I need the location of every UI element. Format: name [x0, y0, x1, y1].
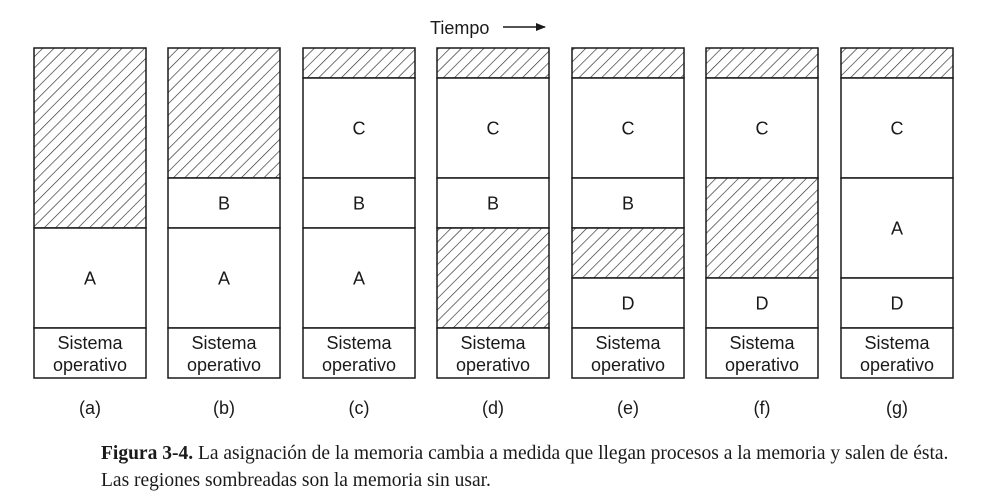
time-axis [430, 18, 545, 38]
process-label: A [890, 218, 904, 239]
figure-caption [101, 440, 961, 494]
os-label-line2: operativo [590, 355, 666, 375]
os-label-line1: Sistema [595, 333, 661, 353]
column-label: (f) [753, 398, 771, 418]
os-label-line2: operativo [186, 355, 262, 375]
column-label: (e) [617, 398, 639, 418]
process-label: B [352, 193, 366, 214]
os-label-line2: operativo [455, 355, 531, 375]
process-label: A [352, 268, 366, 289]
free-memory-hole [437, 228, 549, 328]
process-label: B [486, 193, 500, 214]
free-memory-hole [841, 48, 953, 78]
process-label: A [217, 268, 231, 289]
process-label: D [621, 293, 635, 314]
os-label-line1: Sistema [460, 333, 526, 353]
free-memory-hole [572, 228, 684, 278]
process-label: D [755, 293, 769, 314]
free-memory-hole [572, 48, 684, 78]
os-label-line2: operativo [859, 355, 935, 375]
memory-column [572, 48, 684, 418]
os-label-line2: operativo [321, 355, 397, 375]
memory-column [706, 48, 818, 418]
os-label-line1: Sistema [57, 333, 123, 353]
memory-column [303, 48, 415, 418]
column-label: (a) [79, 398, 101, 418]
process-label: C [352, 118, 366, 139]
caption-figure-label: Figura 3-4. [101, 443, 194, 464]
memory-column [841, 48, 953, 418]
memory-columns [34, 48, 953, 418]
process-label: B [217, 193, 231, 214]
memory-column [437, 48, 549, 418]
process-label: D [890, 293, 904, 314]
os-label-line1: Sistema [191, 333, 257, 353]
process-label: C [890, 118, 904, 139]
process-label: C [621, 118, 635, 139]
os-label-line2: operativo [724, 355, 800, 375]
process-label: C [486, 118, 500, 139]
time-label: Tiempo [430, 18, 490, 38]
memory-column [34, 48, 146, 418]
column-label: (d) [482, 398, 504, 418]
free-memory-hole [303, 48, 415, 78]
process-label: B [621, 193, 635, 214]
os-label-line1: Sistema [326, 333, 392, 353]
column-label: (b) [213, 398, 235, 418]
free-memory-hole [706, 48, 818, 78]
os-label-line1: Sistema [864, 333, 930, 353]
column-label: (c) [348, 398, 370, 418]
caption-text: La asignación de la memoria cambia a medida que llegan procesos a la memoria y salen de ésta. Las regiones sombreadas son la memoria sin usar. [101, 443, 949, 491]
os-label-line1: Sistema [729, 333, 795, 353]
free-memory-hole [34, 48, 146, 228]
process-label: C [755, 118, 769, 139]
free-memory-hole [706, 178, 818, 278]
free-memory-hole [168, 48, 280, 178]
process-label: A [83, 268, 97, 289]
os-label-line2: operativo [52, 355, 128, 375]
column-label: (g) [886, 398, 908, 418]
memory-column [168, 48, 280, 418]
free-memory-hole [437, 48, 549, 78]
